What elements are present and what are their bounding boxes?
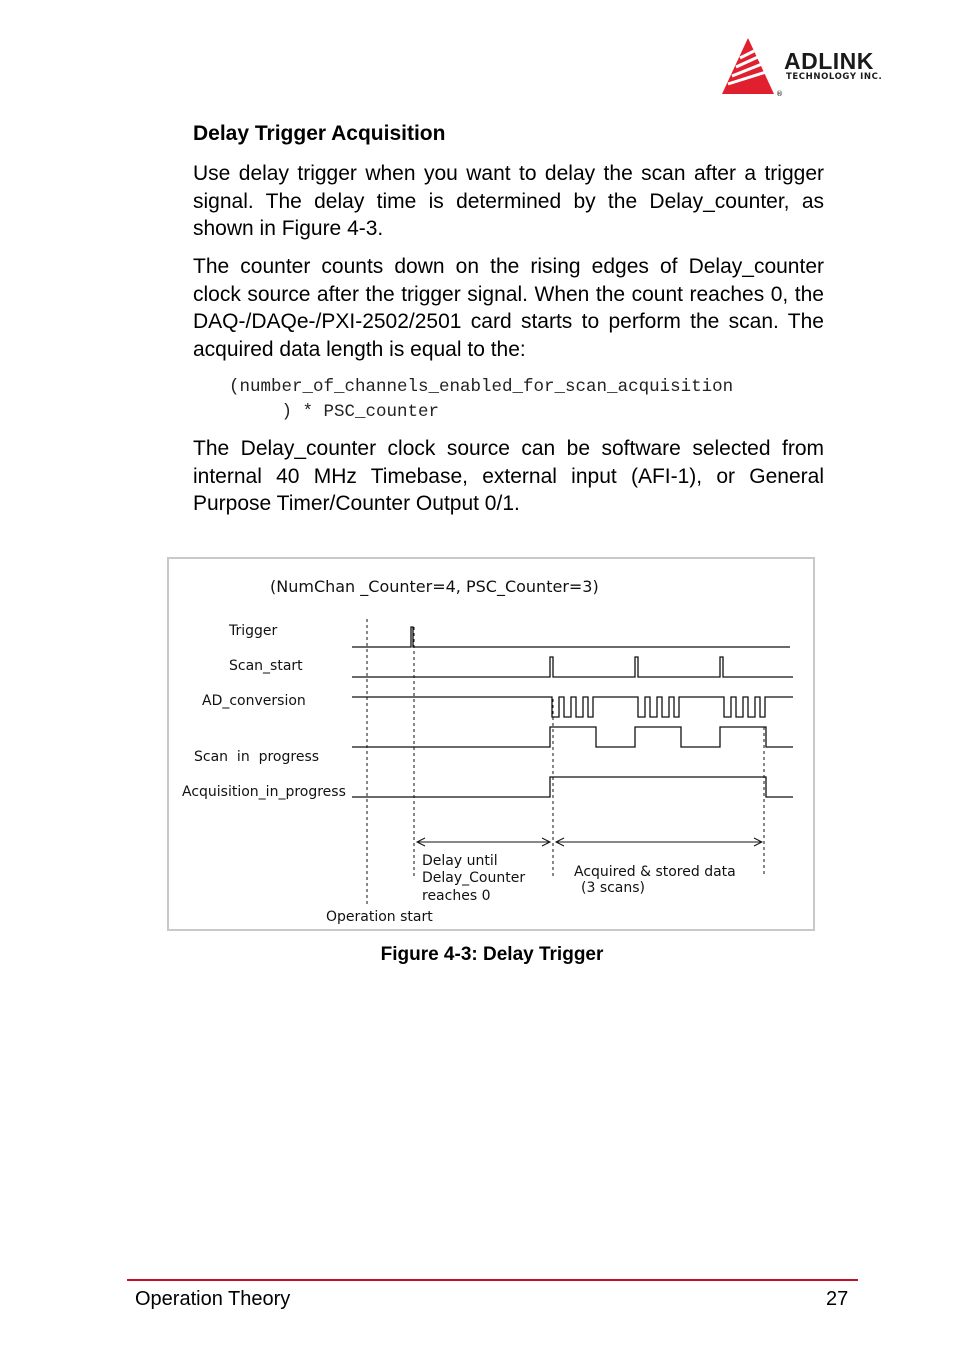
- timing-diagram: [167, 557, 815, 931]
- annotation-acquired-2: (3 scans): [581, 880, 646, 896]
- diagram-title: (NumChan _Counter=4, PSC_Counter=3): [270, 577, 599, 596]
- section-heading: Delay Trigger Acquisition: [193, 122, 446, 145]
- page-number: 27: [826, 1288, 849, 1310]
- adlink-logo: [718, 36, 918, 100]
- paragraph-counter: The counter counts down on the rising edges of Delay_counter clock source after the trigger signal. When the count reaches 0, the DAQ-/DAQe-/PXI-2502/2501 card starts to perform the scan. The acquired data length is equal to the:: [193, 255, 824, 361]
- annotation-delay-3: reaches 0: [422, 888, 491, 904]
- figure-caption: Figure 4-3: Delay Trigger: [380, 944, 604, 965]
- signal-label-scan-in-progress: Scan in progress: [194, 749, 320, 765]
- signal-label-ad-conversion: AD_conversion: [202, 693, 306, 709]
- waveform-scan-start: [352, 657, 793, 677]
- signal-label-scan-start: Scan_start: [229, 658, 303, 674]
- footer-chapter: Operation Theory: [135, 1288, 291, 1310]
- annotation-operation-start: Operation start: [326, 909, 433, 925]
- formula-code: (number_of_channels_enabled_for_scan_acquisition ) * PSC_counter: [229, 377, 734, 422]
- waveform-ad-conversion: [352, 697, 793, 717]
- annotation-delay-2: Delay_Counter: [422, 870, 526, 886]
- registered-mark: ®: [776, 90, 783, 98]
- waveform-acquisition-in-progress: [352, 777, 793, 797]
- paragraph-intro: Use delay trigger when you want to delay the scan after a trigger signal. The delay time is determined by the Delay_counter, as shown in Figure 4-3.: [193, 162, 824, 240]
- logo-subtitle: TECHNOLOGY INC.: [786, 72, 883, 82]
- signal-label-trigger: Trigger: [229, 623, 278, 639]
- footer-rule: [127, 1279, 858, 1281]
- waveform-trigger: [352, 627, 790, 647]
- annotation-delay-1: Delay until: [422, 853, 498, 869]
- paragraph-clock-source: The Delay_counter clock source can be software selected from internal 40 MHz Timebase, external input (AFI-1), or General Purpose Timer/Counter Output 0/1.: [193, 437, 824, 515]
- waveform-scan-in-progress: [352, 727, 793, 747]
- signal-label-acquisition-in-progress: Acquisition_in_progress: [182, 784, 346, 800]
- adlink-triangle-icon: [718, 36, 780, 100]
- logo-name: ADLINK: [784, 48, 874, 74]
- annotation-acquired-1: Acquired & stored data: [574, 864, 736, 880]
